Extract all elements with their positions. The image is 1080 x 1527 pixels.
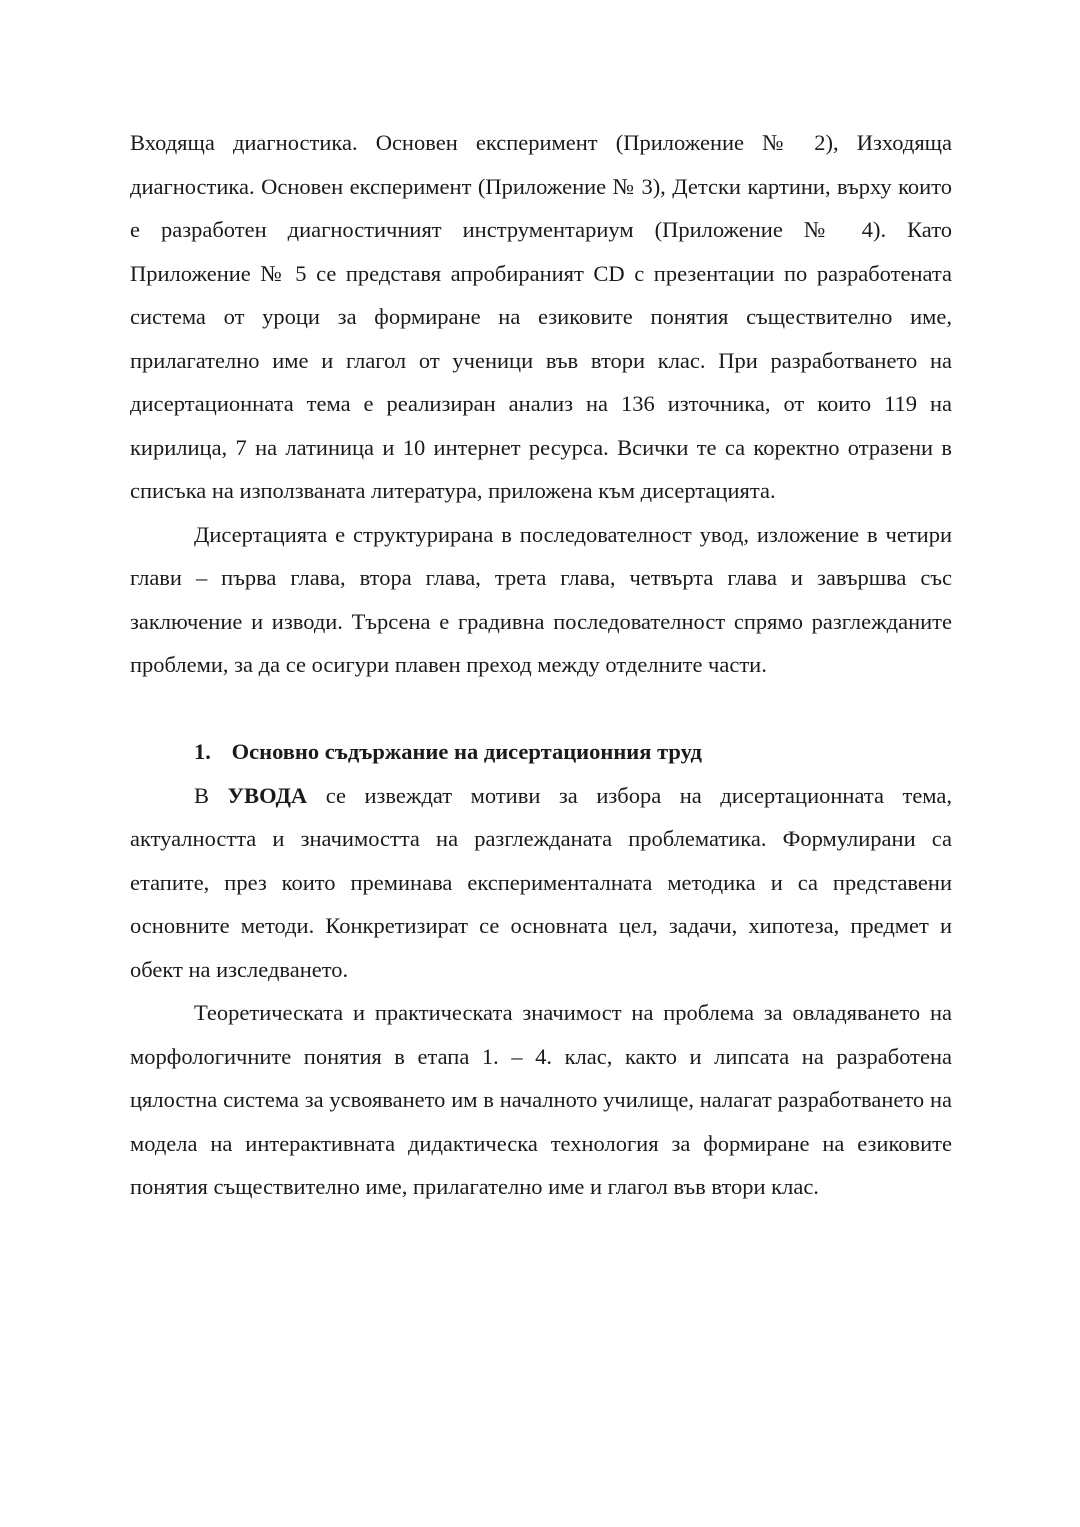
spacer xyxy=(130,687,952,731)
intro-text: се извеждат мотиви за избора на дисертационната тема, актуалността и значимостта на разглежданата проблематика. Формулирани са етапите, през които преминава експерименталната методика и са представени основните методи. Конкретизират се основната цел, задачи, хипотеза, предмет и обект на изследването. xyxy=(130,782,953,982)
intro-prefix: В xyxy=(194,782,228,808)
intro-bold-term: УВОДА xyxy=(227,782,308,808)
paragraph-significance: Теоретическата и практическата значимост на проблема за овладяването на морфологичните понятия в етапа 1. – 4. клас, както и липсата на разработена цялостна система за усвояването им в началното училище, налагат разработването на модела на интерактивната дидактическа технология за формиране на езиковите понятия съществително име, прилагателно име и глагол във втори клас. xyxy=(130,1000,952,1199)
paragraph-structure: Дисертацията е структурирана в последователност увод, изложение в четири глави – първа глава, втора глава, трета глава, четвърта глава и завършва със заключение и изводи. Търсена е градивна последователност спрямо разглежданите проблеми, за да се осигури плавен преход между отделните части. xyxy=(130,521,952,677)
document-page xyxy=(130,121,952,1209)
paragraph-appendices: Входяща диагностика. Основен експеримент (Приложение № 2), Изходяща диагностика. Основен експеримент (Приложение № 3), Детски картини, върху които е разработен диагностичният инструментариум (Приложение № 4). Като Приложение № 5 се представя апробираният CD с презентации по разработената система от уроци за формиране на езиковите понятия съществително име, прилагателно име и глагол от ученици във втори клас. При разработването на дисертационната тема е реализиран анализ на 136 източника, от които 119 на кирилица, 7 на латиница и 10 интернет ресурса. Всички те са коректно отразени в списъка на използваната литература, приложена към дисертацията. xyxy=(130,130,952,503)
section-heading xyxy=(130,730,952,774)
section-number: 1. xyxy=(194,739,211,764)
section-title: Основно съдържание на дисертационния труд xyxy=(231,739,702,764)
paragraph-introduction xyxy=(130,774,952,992)
